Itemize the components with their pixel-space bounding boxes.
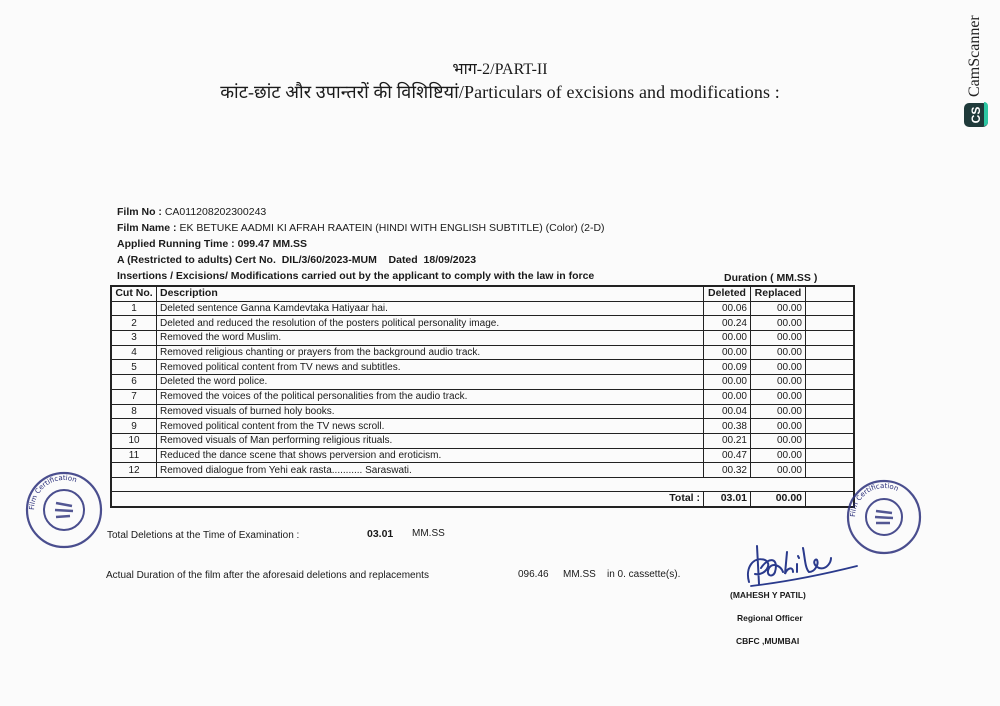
table-total-row [111,491,854,506]
table-row [111,360,854,375]
cut-number: 10 [111,433,157,448]
blank-cell [806,448,855,463]
dated-value: 18/09/2023 [423,254,477,266]
cut-replaced: 00.00 [751,360,806,375]
cut-description: Removed dialogue from Yehi eak rasta........... Saraswati. [157,463,704,478]
cut-description: Removed the voices of the political personalities from the audio track. [157,389,704,404]
svg-text:Film Certification: Film Certification [848,481,900,518]
total-deletions-unit: MM.SS [412,528,445,539]
cut-deleted: 00.00 [704,375,751,390]
cut-deleted: 00.00 [704,331,751,346]
blank-cell [806,360,855,375]
cut-replaced: 00.00 [751,316,806,331]
table-row [111,345,854,360]
blank-cell [806,463,855,478]
blank-cell [806,301,855,316]
cut-deleted: 00.21 [704,433,751,448]
cut-description: Removed visuals of burned holy books. [157,404,704,419]
cut-description: Removed religious chanting or prayers from the background audio track. [157,345,704,360]
film-name-value: EK BETUKE AADMI KI AFRAH RAATEIN (HINDI WITH ENGLISH SUBTITLE) (Color) (2-D) [179,222,605,234]
table-row [111,316,854,331]
cut-number: 1 [111,301,157,316]
table-row [111,433,854,448]
running-time-line [117,238,307,250]
signatory-name: (MAHESH Y PATIL) [730,590,806,600]
cut-replaced: 00.00 [751,463,806,478]
actual-duration-unit: MM.SS [563,569,596,580]
cut-replaced: 00.00 [751,345,806,360]
table-row [111,331,854,346]
blank-cell [806,345,855,360]
blank-cell [806,389,855,404]
camscanner-logo-icon: CS [964,103,988,127]
table-row [111,404,854,419]
cut-deleted: 00.47 [704,448,751,463]
cut-deleted: 00.38 [704,419,751,434]
cut-description: Removed political content from TV news and subtitles. [157,360,704,375]
cut-description: Removed political content from the TV news scroll. [157,419,704,434]
cut-description: Deleted the word police. [157,375,704,390]
camscanner-brand: CamScanner [966,15,983,97]
cert-number: DIL/3/60/2023-MUM [281,254,377,266]
table-header-row [111,286,854,301]
cut-number: 8 [111,404,157,419]
film-name-label: Film Name : [117,222,177,234]
table-row [111,448,854,463]
table-row [111,301,854,316]
cut-number: 12 [111,463,157,478]
column-header-description: Description [157,286,704,301]
cuts-table [110,285,855,508]
cut-number: 11 [111,448,157,463]
svg-text:Film Certification: Film Certification [27,473,78,511]
cut-number: 4 [111,345,157,360]
cut-number: 6 [111,375,157,390]
cut-replaced: 00.00 [751,448,806,463]
actual-duration-cassette: in 0. cassette(s). [607,569,681,580]
cut-deleted: 00.00 [704,345,751,360]
certificate-line [117,254,476,266]
film-no-line [117,206,266,218]
column-header-replaced: Replaced [751,286,806,301]
total-deleted: 03.01 [704,491,751,506]
running-time-label: Applied Running Time : [117,238,235,250]
cut-number: 7 [111,389,157,404]
spacer-cell [111,477,854,491]
total-replaced: 00.00 [751,491,806,506]
cut-deleted: 00.24 [704,316,751,331]
blank-cell [806,404,855,419]
cut-replaced: 00.00 [751,433,806,448]
cut-number: 5 [111,360,157,375]
blank-cell [806,433,855,448]
cut-deleted: 00.00 [704,389,751,404]
film-no-label: Film No : [117,206,162,218]
signatory-title: Regional Officer [737,613,803,623]
film-no-value: CA011208202300243 [164,206,267,218]
cut-replaced: 00.00 [751,404,806,419]
cut-deleted: 00.32 [704,463,751,478]
blank-cell [806,331,855,346]
official-seal-right [845,478,923,556]
table-row [111,375,854,390]
cut-description: Removed visuals of Man performing religious rituals. [157,433,704,448]
actual-duration-value: 096.46 [518,569,549,580]
cut-replaced: 00.00 [751,301,806,316]
running-time-value: 099.47 MM.SS [237,238,308,250]
blank-cell [806,375,855,390]
cut-number: 2 [111,316,157,331]
column-header-deleted: Deleted [704,286,751,301]
column-header-blank [806,286,855,301]
total-deletions-value: 03.01 [367,528,394,540]
cut-description: Removed the word Muslim. [157,331,704,346]
cut-description: Deleted sentence Ganna Kamdevtaka Hatiyaar hai. [157,301,704,316]
page-title: कांट-छांट और उपान्तरों की विशिष्टियां/Particulars of excisions and modifications : [220,82,780,102]
cut-deleted: 00.09 [704,360,751,375]
cut-replaced: 00.00 [751,389,806,404]
signatory-office: CBFC ,MUMBAI [736,636,800,646]
total-deletions-label: Total Deletions at the Time of Examination : [107,530,300,541]
cut-replaced: 00.00 [751,331,806,346]
cut-number: 3 [111,331,157,346]
blank-cell [806,316,855,331]
column-header-cut-no: Cut No. [111,286,157,301]
table-row [111,463,854,478]
official-seal-left [24,470,104,550]
dated-label: Dated [388,254,418,266]
cut-replaced: 00.00 [751,375,806,390]
cut-number: 9 [111,419,157,434]
actual-duration-label: Actual Duration of the film after the aforesaid deletions and replacements [106,570,429,581]
part-title: भाग-2/PART-II [452,61,548,78]
cut-description: Deleted and reduced the resolution of the posters political personality image. [157,316,704,331]
cut-deleted: 00.04 [704,404,751,419]
film-name-line [117,222,605,234]
duration-heading: Duration ( MM.SS ) [724,272,818,284]
table-row [111,419,854,434]
table-spacer-row [111,477,854,491]
blank-cell [806,419,855,434]
table-row [111,389,854,404]
cuts-table-body [111,301,854,477]
cert-prefix: A (Restricted to adults) Cert No. [117,254,276,266]
cut-description: Reduced the dance scene that shows perversion and eroticism. [157,448,704,463]
cut-replaced: 00.00 [751,419,806,434]
camscanner-watermark [960,15,994,135]
table-heading: Insertions / Excisions/ Modifications carried out by the applicant to comply with the law in force [117,270,595,282]
cut-deleted: 00.06 [704,301,751,316]
total-label: Total : [111,491,704,506]
